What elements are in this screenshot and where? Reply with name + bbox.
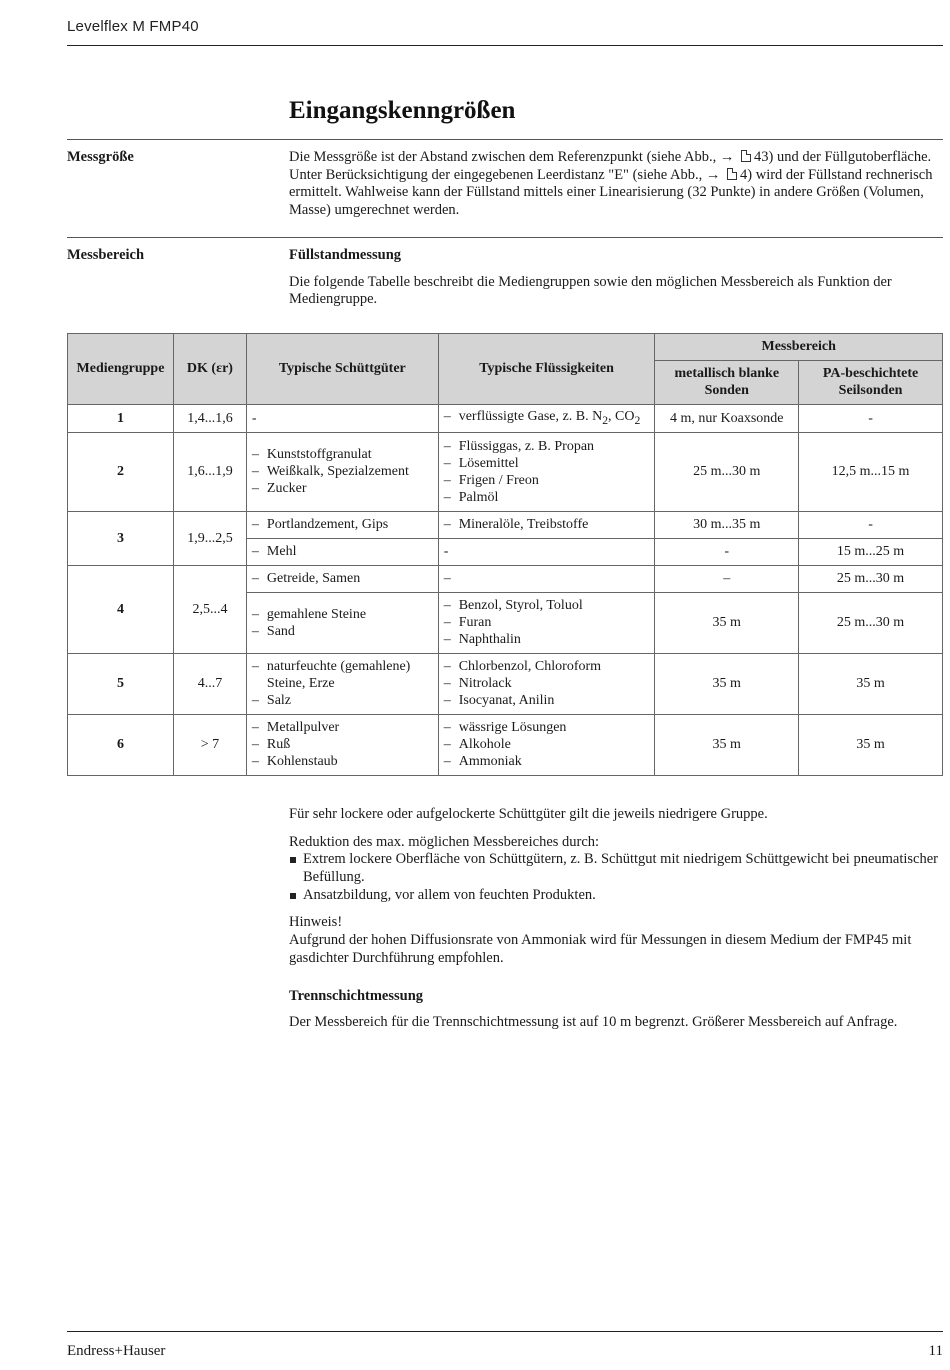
text-segment: ) wird der Füllstand rechnerisch ermittelt. Wahlweise kann der Füllstand mittels einer Linearisierung (32 Punkte) in andere Größen (Volumen, Masse) umgerechnet werden. [289,166,933,219]
header-fluessigkeiten: Typische Flüssigkeiten [438,334,655,405]
pa-range-cell: - [799,511,943,538]
liquids-cell: - [438,538,655,565]
messgroesse-paragraph [289,149,943,220]
list-item: – Kunststoffgranulat [252,446,433,463]
dk-cell: 1,9...2,5 [173,511,246,565]
list-item [444,408,650,429]
section-title: Eingangskenngrößen [289,97,516,124]
solids-cell: - [246,405,438,433]
text-segment: ) und der Füllgutoberfläche. Unter Berücksichtigung der eingegebenen Leerdistanz "E" (siehe Abb., → [289,149,932,183]
solids-cell [246,565,438,592]
header-messbereich: Messbereich [655,334,943,361]
list-item: – Salz [252,692,433,709]
dk-cell: 2,5...4 [173,565,246,653]
list-item: Extrem lockere Oberfläche von Schüttgütern, z. B. Schüttgut mit niedrigem Schüttgewicht bei pneumatischer Befüllung. [289,851,943,886]
list-item: – Isocyanat, Anilin [444,692,650,709]
group-cell: 1 [68,405,174,433]
header-schuettgueter: Typische Schüttgüter [246,334,438,405]
list-item: – gemahlene Steine [252,606,433,623]
liquids-cell: – [438,565,655,592]
header-metallisch: metallisch blanke Sonden [655,361,799,405]
document-title: Levelflex M FMP40 [67,18,199,35]
subheading-fuellstand: Füllstandmessung [289,247,402,263]
list-item: – Naphthalin [444,631,650,648]
table-row [68,432,943,511]
metal-range-cell: 35 m [655,592,799,653]
solids-cell [246,511,438,538]
pa-range-cell: 15 m...25 m [799,538,943,565]
list-item: – Getreide, Samen [252,570,433,587]
solids-cell [246,653,438,714]
liquids-cell [438,653,655,714]
table-row [68,405,943,433]
list-item: – Benzol, Styrol, Toluol [444,597,650,614]
table-row [68,511,943,538]
page-reference-icon [727,168,737,180]
list-item: Ansatzbildung, vor allem von feuchten Produkten. [289,887,943,905]
page-number: 11 [928,1343,943,1359]
list-item: – Nitrolack [444,675,650,692]
lower-group-note: Für sehr lockere oder aufgelockerte Schüttgüter gilt die jeweils niedrigere Gruppe. [289,806,768,822]
list-item: – Sand [252,623,433,640]
pa-range-cell: - [799,405,943,433]
text-segment: Die Messgröße ist der Abstand zwischen dem Referenzpunkt (siehe Abb., → [289,149,738,165]
group-cell: 4 [68,565,174,653]
reduction-list [289,851,943,904]
page-reference-icon [741,150,751,162]
group-cell: 2 [68,432,174,511]
list-item: – Ruß [252,736,433,753]
group-cell: 3 [68,511,174,565]
liquids-cell [438,405,655,433]
list-item: – Portlandzement, Gips [252,516,433,533]
solids-cell [246,592,438,653]
subscript: 2 [602,413,609,427]
list-item: – Metallpulver [252,719,433,736]
page-header [67,18,943,46]
list-item: – Weißkalk, Spezialzement [252,463,433,480]
header-pa: PA-beschichtete Seilsonden [799,361,943,405]
messbereich-intro [289,247,943,309]
list-item: – Mineralöle, Treibstoffe [444,516,650,533]
table-row [68,714,943,775]
list-item: – wässrige Lösungen [444,719,650,736]
text-segment: , CO [608,409,635,424]
subheading-trennschicht: Trennschichtmessung [289,987,424,1004]
solids-cell [246,432,438,511]
hint-label: Hinweis! [289,914,343,931]
notes-block [289,806,943,1032]
liquids-cell [438,511,655,538]
metal-range-cell: – [655,565,799,592]
list-item: – Lösemittel [444,455,650,472]
group-cell: 5 [68,653,174,714]
pa-range-cell: 12,5 m...15 m [799,432,943,511]
hint-text: Aufgrund der hohen Diffusionsrate von Ammoniak wird für Messungen in diesem Medium der FMP45 mit gasdichter Durchführung empfohlen. [289,932,912,966]
list-item-continuation: Steine, Erze [266,676,335,692]
table-row [68,653,943,714]
pa-range-cell: 25 m...30 m [799,592,943,653]
dk-cell: 4...7 [173,653,246,714]
metal-range-cell: 30 m...35 m [655,511,799,538]
list-item: – Zucker [252,480,433,497]
media-group-table [67,333,943,776]
metal-range-cell: 35 m [655,714,799,775]
liquids-cell [438,714,655,775]
list-item: – Chlorbenzol, Chloroform [444,658,650,675]
list-item: – Frigen / Freon [444,472,650,489]
list-item: – Palmöl [444,489,650,506]
trennschicht-text: Der Messbereich für die Trennschichtmessung ist auf 10 m begrenzt. Größerer Messbereich auf Anfrage. [289,1014,898,1031]
messbereich-intro-text: Die folgende Tabelle beschreibt die Mediengruppen sowie den möglichen Messbereich als Funktion der Mediengruppe. [289,273,892,308]
metal-range-cell: - [655,538,799,565]
metal-range-cell: 4 m, nur Koaxsonde [655,405,799,433]
table-row [68,565,943,592]
group-cell: 6 [68,714,174,775]
list-item: – Mehl [252,543,433,560]
solids-cell [246,538,438,565]
solids-cell [246,714,438,775]
metal-range-cell: 25 m...30 m [655,432,799,511]
messbereich-label: Messbereich [67,247,145,263]
pa-range-cell: 25 m...30 m [799,565,943,592]
list-item: – Furan [444,614,650,631]
header-mediengruppe: Mediengruppe [68,334,174,405]
list-item: – Flüssiggas, z. B. Propan [444,438,650,455]
list-item: – Kohlenstaub [252,753,433,770]
metal-range-cell: 35 m [655,653,799,714]
subscript: 2 [634,413,641,427]
dk-cell: 1,4...1,6 [173,405,246,433]
divider [67,139,943,140]
messgroesse-text [289,149,943,220]
list-item: – Alkohole [444,736,650,753]
header-dk: DK (εr) [173,334,246,405]
text-segment: verflüssigte Gase, z. B. N [458,409,603,424]
page-reference: 4 [740,166,748,183]
page-reference: 43 [754,149,769,165]
page-footer [67,1331,943,1360]
liquids-cell [438,432,655,511]
reduction-intro: Reduktion des max. möglichen Messbereiches durch: [289,833,600,850]
pa-range-cell: 35 m [799,714,943,775]
footer-brand: Endress+Hauser [67,1343,166,1359]
list-item: – naturfeuchte (gemahlene) [252,658,433,675]
pa-range-cell: 35 m [799,653,943,714]
list-item: – Ammoniak [444,753,650,770]
dk-cell: > 7 [173,714,246,775]
dk-cell: 1,6...1,9 [173,432,246,511]
liquids-cell [438,592,655,653]
divider [67,237,943,238]
messgroesse-label: Messgröße [67,149,134,165]
